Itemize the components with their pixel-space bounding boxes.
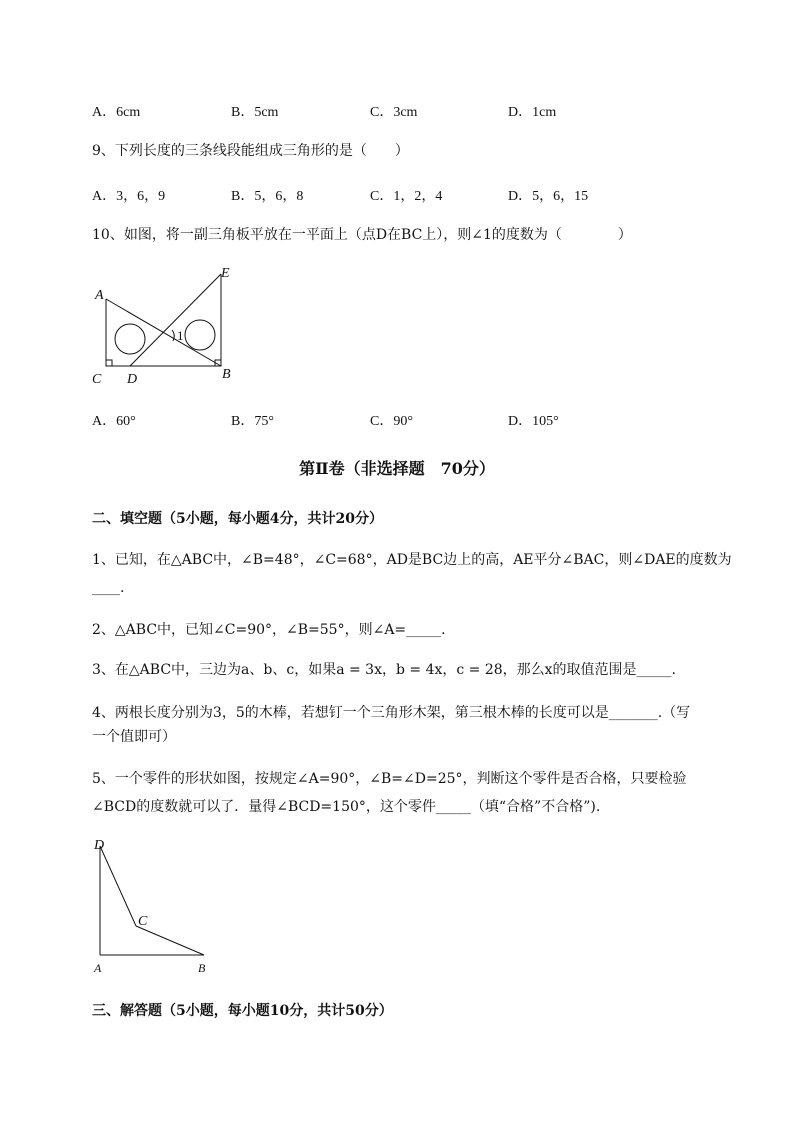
q10-label-e: E xyxy=(221,266,230,281)
q8-option-d: D．1cm xyxy=(508,105,557,120)
q5-label-d: D xyxy=(94,838,105,853)
q5-label-b: B xyxy=(198,961,206,975)
q9-option-b: B．5，6，8 xyxy=(231,189,304,204)
q8-option-c: C．3cm xyxy=(370,105,418,120)
q10-figure xyxy=(88,262,248,392)
q10-stem: 10、如图，将一副三角板平放在一平面上（点D在BC上），则∠1的度数为（ ） xyxy=(92,227,632,243)
q8-option-a: A．6cm xyxy=(92,105,141,120)
q9-option-a: A．3，6，9 xyxy=(92,189,166,204)
q10-label-d: D xyxy=(127,372,138,387)
fill-q5-line1: 5、一个零件的形状如图，按规定∠A=90°，∠B=∠D=25°，判断这个零件是否合格，只要检验 xyxy=(92,771,687,787)
q5-line-dc xyxy=(100,846,136,926)
q9-option-d: D．5，6，15 xyxy=(508,189,589,204)
q10-label-c: C xyxy=(92,372,102,387)
fill-q1-line2: ____. xyxy=(92,580,125,596)
q10-label-angle1: 1 xyxy=(177,328,184,343)
q9-option-c: C．1，2，4 xyxy=(370,189,443,204)
q5-label-c: C xyxy=(138,914,148,929)
q10-option-d: D．105° xyxy=(508,414,559,429)
fill-in-heading: 二、填空题（5小题，每小题4分，共计20分） xyxy=(92,511,383,527)
fill-q2: 2、△ABC中，已知∠C=90°，∠B=55°，则∠A=_____. xyxy=(92,622,446,638)
q5-line-cb xyxy=(136,926,204,955)
fill-q1-line1: 1、已知，在△ABC中，∠B=48°，∠C=68°，AD是BC边上的高，AE平分∠BAC，则∠DAE的度数为 xyxy=(92,552,732,568)
q10-option-b: B．75° xyxy=(231,414,274,429)
fill-q4-line1: 4、两根长度分别为3，5的木棒，若想钉一个三角形木架，第三根木棒的长度可以是_______.（写 xyxy=(92,705,691,721)
q5-figure xyxy=(88,832,218,982)
q5-label-a: A xyxy=(94,961,102,975)
fill-q3: 3、在△ABC中，三边为a、b、c，如果a = 3x，b = 4x，c = 28，那么x的取值范围是_____. xyxy=(92,662,676,678)
q9-stem: 9、下列长度的三条线段能组成三角形的是（ ） xyxy=(92,143,409,159)
q10-right-angle-c xyxy=(106,360,112,366)
q10-label-b: B xyxy=(222,367,231,382)
q10-line-ed xyxy=(130,274,221,366)
q10-option-a: A．60° xyxy=(92,414,136,429)
fill-q4-line2: 一个值即可） xyxy=(92,729,176,745)
q10-option-c: C．90° xyxy=(370,414,413,429)
q10-label-a: A xyxy=(95,288,104,303)
fill-q5-line2: ∠BCD的度数就可以了．量得∠BCD=150°，这个零件_____（填“合格”不合格”). xyxy=(92,799,601,815)
q10-hole-left xyxy=(115,324,145,354)
part2-title: 第Ⅱ卷（非选择题 70分） xyxy=(299,459,495,478)
q10-hole-right xyxy=(185,320,215,350)
q8-option-b: B．5cm xyxy=(231,105,279,120)
q10-angle-arc xyxy=(172,330,174,341)
answer-heading: 三、解答题（5小题，每小题10分，共计50分） xyxy=(92,1003,393,1019)
